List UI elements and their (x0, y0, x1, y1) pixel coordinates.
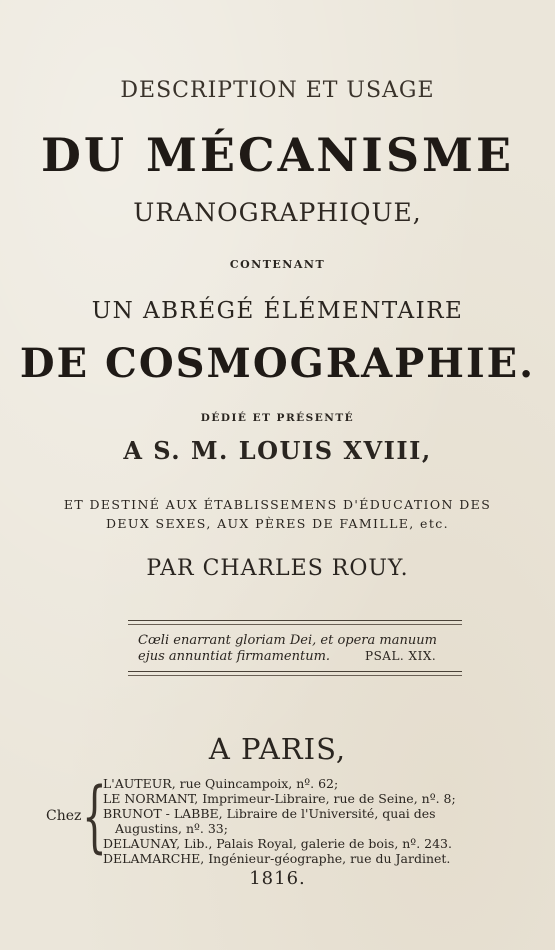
epigraph-top-rule (128, 620, 462, 621)
imprint-address: DELAUNAY, Lib., Palais Royal, galerie de bois, nº. 243. (103, 836, 452, 851)
imprint-address: Augustins, nº. 33; (115, 821, 228, 836)
imprint-address: BRUNOT - LABBE, Libraire de l'Université, quai des (103, 806, 436, 821)
title-line-sexes: DEUX SEXES, AUX PÈRES DE FAMILLE, etc. (105, 516, 450, 531)
title-line-louis: A S. M. LOUIS XVIII, (123, 436, 432, 465)
epigraph-line-2: ejus annuntiat firmamentum. (138, 649, 331, 664)
epigraph-bottom-rule (128, 671, 462, 672)
author-line: PAR CHARLES ROUY. (146, 556, 409, 581)
title-line-dedie: DÉDIÉ ET PRÉSENTÉ (200, 412, 355, 424)
imprint-address: DELAMARCHE, Ingénieur-géographe, rue du Jardinet. (103, 851, 451, 866)
imprint-address: L'AUTEUR, rue Quincampoix, nº. 62; (103, 776, 339, 791)
left-brace-icon: { (82, 772, 107, 862)
epigraph-source: PSAL. XIX. (365, 649, 437, 663)
title-line-cosmographie: DE COSMOGRAPHIE. (19, 340, 536, 387)
epigraph-top-rule-thin (128, 624, 462, 625)
title-line-destine: ET DESTINÉ AUX ÉTABLISSEMENS D'ÉDUCATION DES (63, 497, 492, 512)
title-line-mecanisme: DU MÉCANISME (40, 128, 515, 182)
imprint-year: 1816. (249, 868, 306, 889)
title-line-abrege: UN ABRÉGÉ ÉLÉMENTAIRE (91, 298, 464, 324)
imprint-chez: Chez (46, 808, 82, 824)
imprint-city: A PARIS, (208, 732, 347, 766)
title-line-contenant: CONTENANT (229, 258, 326, 271)
title-line-uranographique: URANOGRAPHIQUE, (133, 198, 422, 227)
epigraph-bottom-rule-thin (128, 675, 462, 676)
title-line-description: DESCRIPTION ET USAGE (120, 78, 435, 103)
imprint-address: LE NORMANT, Imprimeur-Libraire, rue de Seine, nº. 8; (103, 791, 456, 806)
epigraph-line-1: Cœli enarrant gloriam Dei, et opera manuum (138, 633, 437, 648)
